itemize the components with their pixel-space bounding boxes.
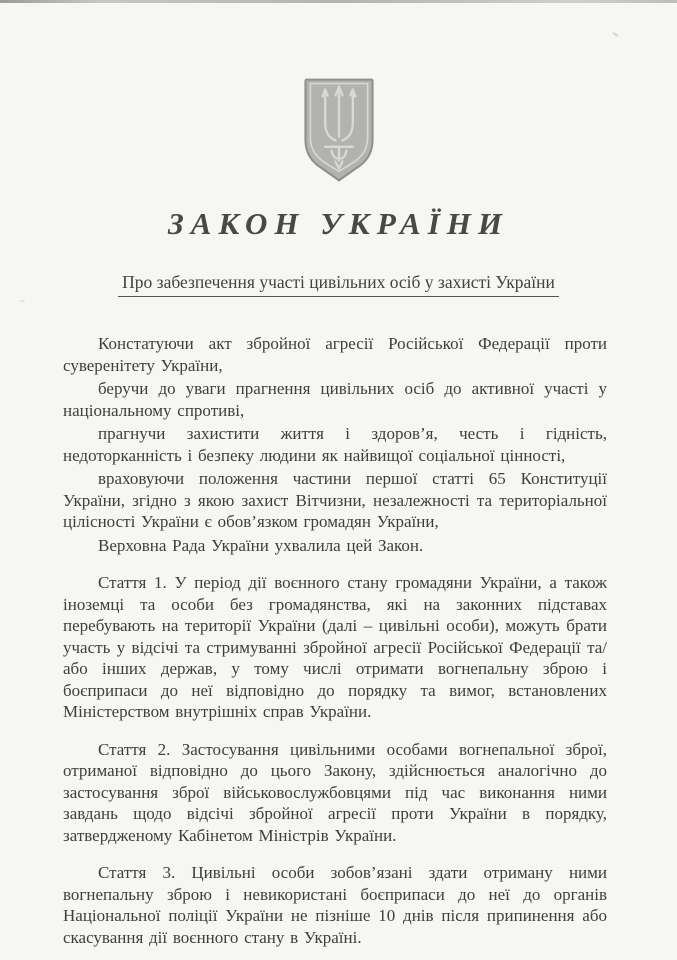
law-subtitle: Про забезпечення участі цивільних осіб у захисті України — [118, 272, 559, 297]
law-subtitle-row — [0, 272, 677, 297]
preamble-paragraph-3: прагнучи захистити життя і здоров’я, честь і гідність, недоторканність і безпеку людини як найвищої соціальної цінності, — [63, 424, 607, 465]
article-1: Стаття 1. У період дії воєнного стану громадяни України, а також іноземці та особи без громадянства, які на законних підставах перебувають на території України (далі – цивільні особи), можуть брати участь у відсічі та стримуванні збройної агресії Російської Федерації та/або інших держав, у тому числі отримати вогнепальну зброю і боєприпаси до неї відповідно до порядку та вимог, встановлених Міністерством внутрішніх справ України. — [63, 573, 607, 721]
article-2: Стаття 2. Застосування цивільними особами вогнепальної зброї, отриманої відповідно до цього Закону, здійснюється аналогічно до застосування зброї військовослужбовцями під час виконання ними завдань щодо відсічі збройної агресії проти України в порядку, затвердженому Кабінетом Міністрів України. — [63, 739, 607, 845]
scan-noise-speck — [612, 31, 620, 37]
scan-noise-speck — [20, 300, 25, 302]
ukraine-coat-of-arms-icon — [299, 74, 378, 191]
preamble-enactment-clause: Верховна Рада України ухвалила цей Закон. — [98, 535, 424, 555]
trident-shield-icon — [299, 74, 378, 186]
article-3: Стаття 3. Цивільні особи зобов’язані здати отриману ними вогнепальну зброю і невикористані боєприпаси до неї до органів Національної поліції України не пізніше 10 днів після припинення або скасування дії воєнного стану в Україні. — [63, 863, 607, 947]
preamble-paragraph-4: враховуючи положення частини першої статті 65 Конституції України, згідно з якою захист Вітчизни, незалежності та територіальної цілісності України є обов’язком громадян України, — [63, 469, 607, 531]
law-title: ЗАКОН УКРАЇНИ — [167, 206, 510, 241]
law-body-text — [63, 333, 607, 950]
scan-edge-artifact — [0, 0, 677, 3]
preamble-paragraph-1: Констатуючи акт збройної агресії Російської Федерації проти суверенітету України, — [63, 334, 607, 375]
preamble-paragraph-2: беручи до уваги прагнення цивільних осіб до активної участі у національному спротиві, — [63, 379, 607, 420]
